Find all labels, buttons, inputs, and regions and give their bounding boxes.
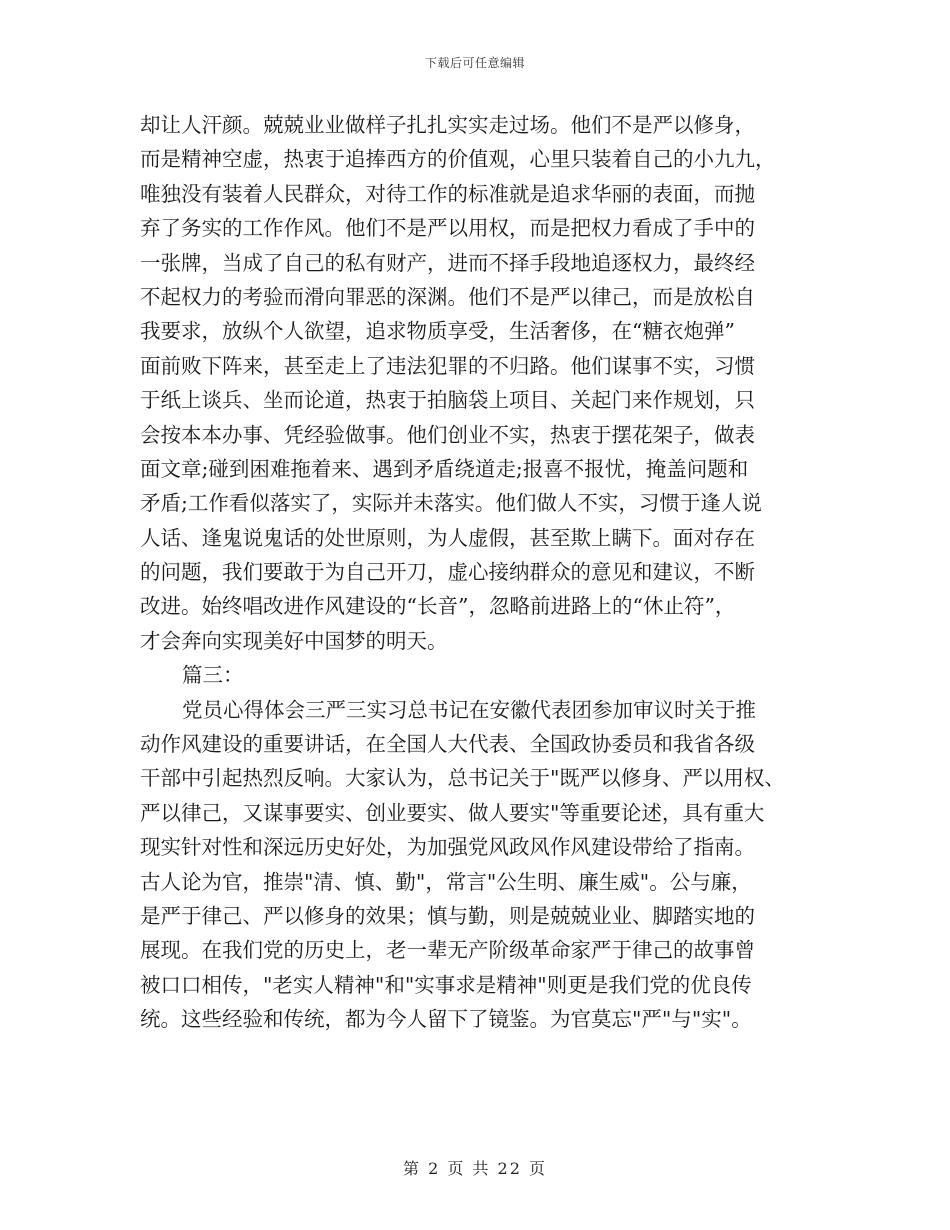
text-line: 动作风建设的重要讲话，在全国人大代表、全国政协委员和我省各级 (140, 732, 755, 757)
text-line: 会按本本办事、凭经验做事。他们创业不实，热衷于摆花架子，做表 (140, 422, 755, 447)
text-line: 被口口相传，"老实人精神"和"实事求是精神"则更是我们党的优良传 (140, 972, 752, 997)
text-line: 才会奔向实现美好中国梦的明天。 (140, 628, 448, 653)
text-line: 干部中引起热烈反响。大家认为，总书记关于"既严以修身、严以用权、 (140, 766, 785, 791)
text-line: 是严于律己、严以修身的效果；慎与勤，则是兢兢业业、脚踏实地的 (140, 903, 755, 928)
text-line: 现实针对性和深远历史好处，为加强党风政风作风建设带给了指南。 (140, 835, 755, 860)
text-line: 改进。始终唱改进作风建设的“长音”，忽略前进路上的“休止符”， (140, 594, 736, 619)
text-line: 的问题，我们要敢于为自己开刀，虚心接纳群众的意见和建议，不断 (140, 560, 755, 585)
text-line: 唯独没有装着人民群众，对待工作的标准就是追求华丽的表面，而抛 (140, 181, 755, 206)
text-line: 不起权力的考验而滑向罪恶的深渊。他们不是严以律己，而是放松自 (140, 284, 755, 309)
text-line: 篇三： (182, 663, 244, 688)
text-line: 于纸上谈兵、坐而论道，热衷于拍脑袋上项目、关起门来作规划，只 (140, 388, 755, 413)
text-line: 人话、逢鬼说鬼话的处世原则，为人虚假，甚至欺上瞒下。面对存在 (140, 525, 755, 550)
text-line: 我要求，放纵个人欲望，追求物质享受，生活奢侈，在“糖衣炮弹” (140, 319, 735, 344)
text-line: 严以律己，又谋事要实、创业要实、做人要实"等重要论述，具有重大 (140, 800, 765, 825)
text-line: 却让人汗颜。兢兢业业做样子扎扎实实走过场。他们不是严以修身， (140, 113, 755, 137)
text-line: 面前败下阵来，甚至走上了违法犯罪的不归路。他们谋事不实，习惯 (140, 353, 755, 378)
text-line: 而是精神空虚，热衷于追捧西方的价值观，心里只装着自己的小九九， (140, 147, 776, 172)
text-line: 党员心得体会三严三实习总书记在安徽代表团参加审议时关于推 (182, 697, 756, 722)
page-footer: 第 2 页 共 22 页 (403, 1159, 547, 1178)
body-text (140, 108, 820, 1037)
text-line: 展现。在我们党的历史上，老一辈无产阶级革命家严于律己的故事曾 (140, 938, 755, 963)
text-line: 面文章;碰到困难拖着来、遇到矛盾绕道走;报喜不报忧，掩盖问题和 (140, 456, 749, 481)
text-line: 弃了务实的工作作风。他们不是严以用权，而是把权力看成了手中的 (140, 216, 755, 241)
text-line: 矛盾;工作看似落实了，实际并未落实。他们做人不实，习惯于逢人说 (140, 491, 762, 516)
text-line: 统。这些经验和传统，都为今人留下了镜鉴。为官莫忘"严"与"实"。 (140, 1007, 752, 1032)
text-line: 古人论为官，推崇"清、慎、勤"，常言"公生明、廉生威"。公与廉， (140, 869, 752, 894)
text-line: 一张牌，当成了自己的私有财产，进而不择手段地追逐权力，最终经 (140, 250, 755, 275)
page-header: 下载后可任意编辑 (424, 56, 525, 70)
